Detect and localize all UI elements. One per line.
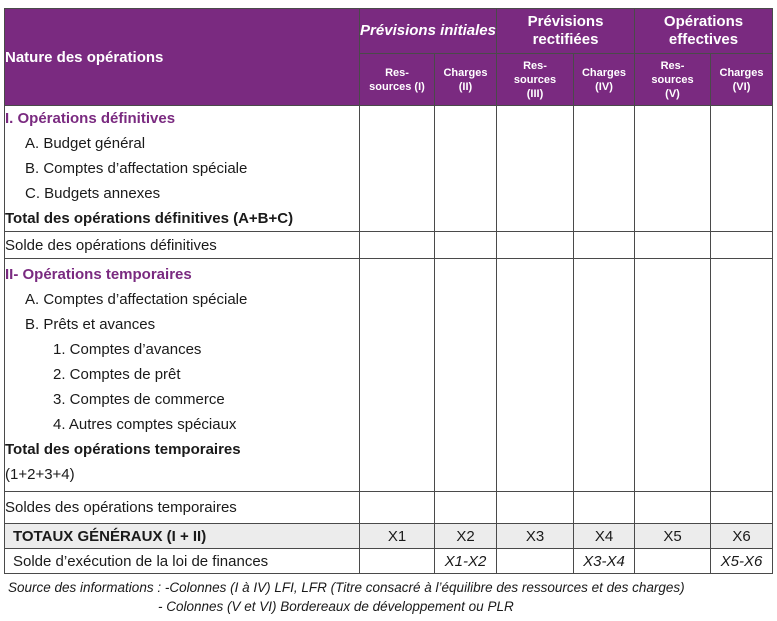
execution-col-5 (635, 549, 711, 574)
temporaires-total-formula: (1+2+3+4) (5, 466, 75, 483)
totaux-x2: X2 (435, 524, 497, 549)
table-row-totaux-generaux (5, 524, 773, 549)
subheader-charges-iv: Charges (IV) (574, 54, 635, 106)
definitives-total: Total des opérations définitives (A+B+C) (5, 210, 294, 227)
execution-col-3 (497, 549, 574, 574)
header-previsions-initiales: Prévisions initiales (360, 9, 497, 54)
execution-x1-x2: X1-X2 (435, 549, 497, 574)
totaux-x3: X3 (497, 524, 574, 549)
execution-label: Solde d’exécution de la loi de finances (5, 549, 360, 574)
table-row-solde-definitives (5, 232, 773, 259)
definitives-title: I. Opérations définitives (5, 110, 176, 127)
source-note-line-2: - Colonnes (V et VI) Bordereaux de développement ou PLR (158, 599, 514, 614)
definitives-item-a: A. Budget général (25, 135, 146, 152)
operations-table (4, 8, 773, 574)
solde-definitives-label: Solde des opérations définitives (5, 232, 360, 259)
definitives-item-c: C. Budgets annexes (25, 185, 161, 202)
subheader-ressources-i: Res- sources (I) (360, 54, 435, 106)
temporaires-subitem-4: 4. Autres comptes spéciaux (53, 416, 237, 433)
definitives-item-b: B. Comptes d’affectation spéciale (25, 160, 248, 177)
totaux-x6: X6 (711, 524, 773, 549)
temporaires-cell (5, 259, 360, 492)
table-row-solde-execution (5, 549, 773, 574)
subheader-ressources-iii: Res- sources (III) (497, 54, 574, 106)
definitives-cell (5, 106, 360, 232)
table-row-solde-temporaires (5, 492, 773, 524)
subheader-charges-ii: Charges (II) (435, 54, 497, 106)
solde-temporaires-label: Soldes des opérations temporaires (5, 492, 360, 524)
execution-x3-x4: X3-X4 (574, 549, 635, 574)
totaux-x4: X4 (574, 524, 635, 549)
execution-col-1 (360, 549, 435, 574)
table-row-operations-definitives (5, 106, 773, 232)
table-row-operations-temporaires (5, 259, 773, 492)
totaux-label: TOTAUX GÉNÉRAUX (I + II) (5, 524, 360, 549)
temporaires-item-b: B. Prêts et avances (25, 316, 156, 333)
temporaires-subitem-2: 2. Comptes de prêt (53, 366, 181, 383)
temporaires-subitem-1: 1. Comptes d’avances (53, 341, 202, 358)
temporaires-subitem-3: 3. Comptes de commerce (53, 391, 225, 408)
header-operations-effectives: Opérations effectives (635, 9, 773, 54)
temporaires-item-a: A. Comptes d’affectation spéciale (25, 291, 248, 308)
subheader-charges-vi: Charges (VI) (711, 54, 773, 106)
header-previsions-rectifiees: Prévisions rectifiées (497, 9, 635, 54)
totaux-x5: X5 (635, 524, 711, 549)
execution-x5-x6: X5-X6 (711, 549, 773, 574)
totaux-x1: X1 (360, 524, 435, 549)
temporaires-total: Total des opérations temporaires (5, 441, 241, 458)
subheader-ressources-v: Res- sources (V) (635, 54, 711, 106)
source-note-line-1: Source des informations : -Colonnes (I à IV) LFI, LFR (Titre consacré à l’équilibre des ressources et des charges) (8, 580, 685, 595)
temporaires-title: II- Opérations temporaires (5, 266, 192, 283)
header-nature: Nature des opérations (5, 9, 360, 106)
